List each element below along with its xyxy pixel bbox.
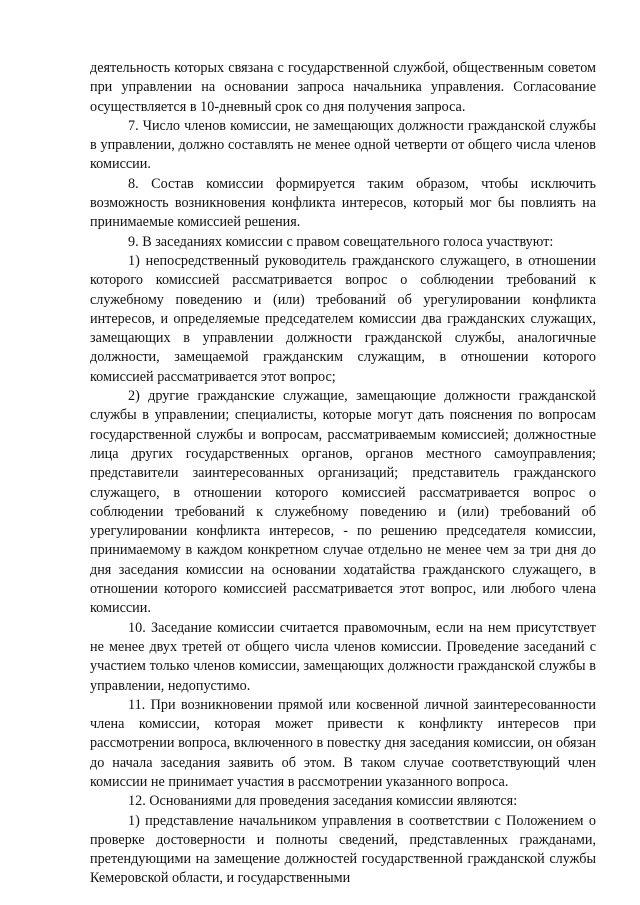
paragraph-continuation: деятельность которых связана с государственной службой, общественным советом при управлении на основании запроса начальника управления. Согласование осуществляется в 10-дневный срок со дня получения запроса. — [90, 60, 596, 115]
paragraph-item-12-1: 1) представление начальником управления в соответствии с Положением о проверке достоверности и полноты сведений, представленных гражданами, претендующими на замещение должностей государственной гражданской службы Кемеровской области, и государственными — [90, 812, 596, 887]
paragraph-item-10: 10. Заседание комиссии считается правомочным, если на нем присутствует не менее двух третей от общего числа членов комиссии. Проведение заседаний с участием только членов комиссии, замещающих должности гражданской службы в управлении, недопустимо. — [90, 619, 596, 694]
paragraph-item-9-2: 2) другие гражданские служащие, замещающие должности гражданской службы в управлении; специалисты, которые могут дать пояснения по вопросам государственной службы и вопросам, рассматриваемым комиссией; должностные лица других государственных органов, органов местного самоуправления; представители заинтересованных организаций; представитель гражданского служащего, в отношении которого комиссией рассматривается вопрос о соблюдении требований к служебному поведению и (или) требований об урегулировании конфликта интересов, - по решению председателя комиссии, принимаемому в каждом конкретном случае отдельно не менее чем за три дня до дня заседания комиссии на основании ходатайства гражданского служащего, в отношении которого комиссией рассматривается этот вопрос, или любого члена комиссии. — [90, 388, 596, 617]
paragraph-item-8: 8. Состав комиссии формируется таким образом, чтобы исключить возможность возникновения конфликта интересов, который мог бы повлиять на принимаемые комиссией решения. — [90, 175, 596, 231]
paragraph-item-7: 7. Число членов комиссии, не замещающих должности гражданской службы в управлении, должно составлять не менее одной четверти от общего числа членов комиссии. — [90, 117, 596, 173]
paragraph-item-9-1: 1) непосредственный руководитель гражданского служащего, в отношении которого комиссией рассматривается вопрос о соблюдении требований к служебному поведению и (или) требований об урегулировании конфликта интересов, и определяемые председателем комиссии два гражданских служащих, замещающих в управлении должности гражданской службы, аналогичные должности, замещаемой гражданским служащим, в отношении которого комиссией рассматривается этот вопрос; — [90, 252, 596, 385]
paragraph-item-9: 9. В заседаниях комиссии с правом совещательного голоса участвуют: — [128, 233, 554, 250]
paragraph-item-12: 12. Основаниями для проведения заседания комиссии являются: — [128, 793, 518, 810]
document-page — [90, 59, 596, 889]
paragraph-item-11: 11. При возникновении прямой или косвенной личной заинтересованности члена комиссии, которая может привести к конфликту интересов при рассмотрении вопроса, включенного в повестку дня заседания комиссии, он обязан до начала заседания заявить об этом. В таком случае соответствующий член комиссии не принимает участия в рассмотрении указанного вопроса. — [90, 696, 596, 790]
